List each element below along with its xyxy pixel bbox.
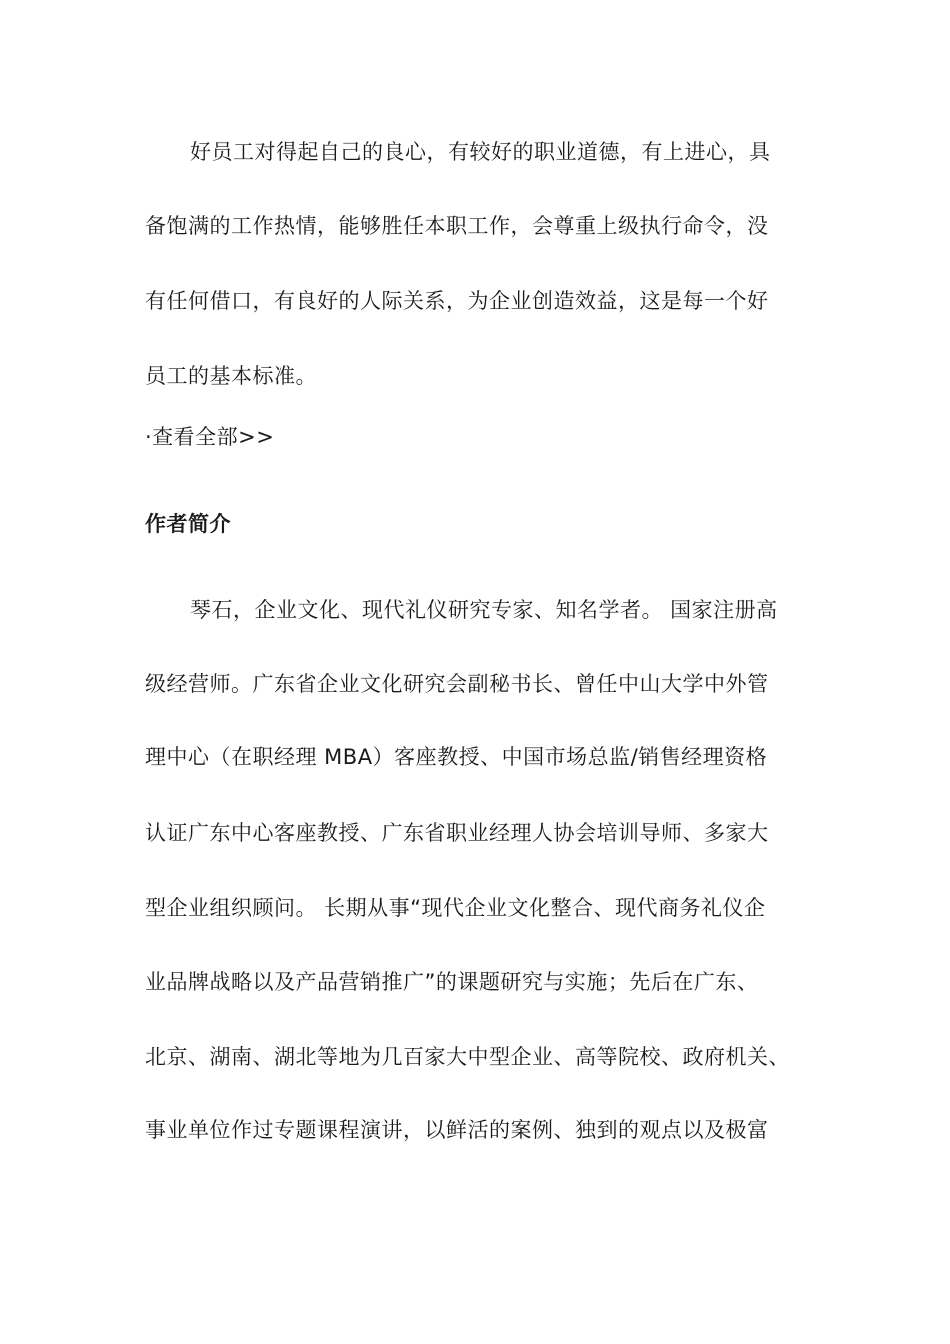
author-intro-heading: 作者简介 bbox=[145, 512, 231, 536]
author-paragraph-line-7: 北京、湖南、湖北等地为几百家大中型企业、高等院校、政府机关、 bbox=[145, 1045, 790, 1069]
author-paragraph-line-5: 型企业组织顾问。 长期从事“现代企业文化整合、现代商务礼仪企 bbox=[145, 896, 766, 920]
author-paragraph-line-4: 认证广东中心客座教授、广东省职业经理人协会培训导师、多家大 bbox=[145, 821, 769, 845]
author-paragraph-line-1: 琴石，企业文化、现代礼仪研究专家、知名学者。 国家注册高 bbox=[190, 598, 778, 622]
view-all-link[interactable]: ·查看全部>> bbox=[145, 425, 275, 449]
author-paragraph-line-3: 理中心（在职经理 MBA）客座教授、中国市场总监/销售经理资格 bbox=[145, 745, 768, 769]
intro-paragraph-line-4: 员工的基本标准。 bbox=[145, 364, 317, 388]
intro-paragraph-line-2: 备饱满的工作热情，能够胜任本职工作，会尊重上级执行命令，没 bbox=[145, 214, 769, 238]
author-paragraph-line-6: 业品牌战略以及产品营销推广”的课题研究与实施；先后在广东、 bbox=[145, 970, 759, 994]
intro-paragraph-line-1: 好员工对得起自己的良心，有较好的职业道德，有上进心，具 bbox=[190, 140, 771, 164]
author-paragraph-line-2: 级经营师。广东省企业文化研究会副秘书长、曾任中山大学中外管 bbox=[145, 672, 769, 696]
intro-paragraph-line-3: 有任何借口，有良好的人际关系，为企业创造效益，这是每一个好 bbox=[145, 289, 769, 313]
author-paragraph-line-8: 事业单位作过专题课程演讲，以鲜活的案例、独到的观点以及极富 bbox=[145, 1118, 769, 1142]
